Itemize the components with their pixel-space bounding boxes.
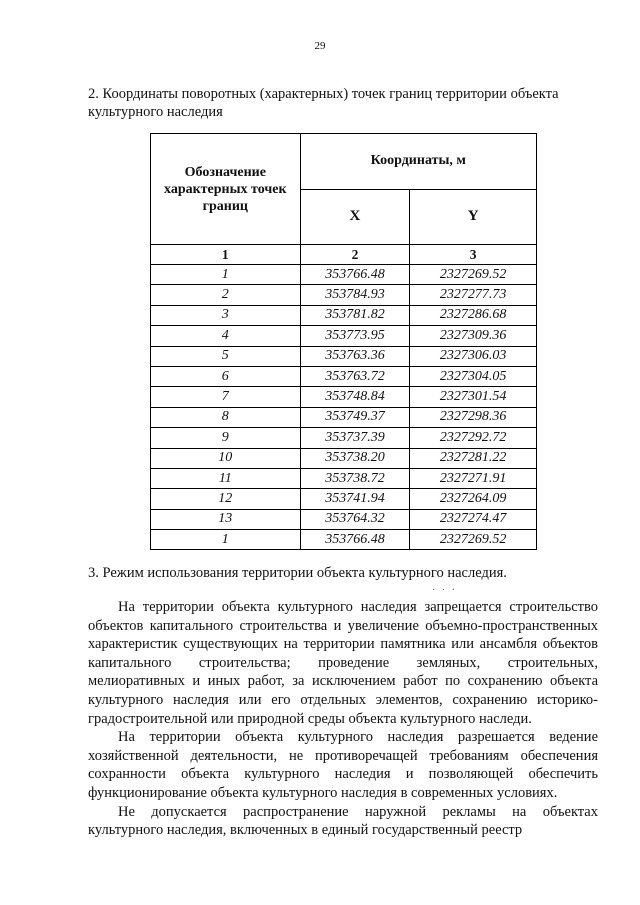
point-cell: 3	[151, 305, 301, 325]
header-point-designation: Обозначение характерных точек границ	[151, 134, 301, 245]
x-cell: 353763.36	[300, 346, 410, 366]
point-cell: 7	[151, 387, 301, 407]
x-cell: 353741.94	[300, 489, 410, 509]
x-cell: 353784.93	[300, 285, 410, 305]
y-cell: 2327306.03	[410, 346, 537, 366]
table-row	[151, 489, 537, 509]
y-cell: 2327271.91	[410, 468, 537, 488]
point-cell: 12	[151, 489, 301, 509]
point-cell: 6	[151, 366, 301, 386]
point-cell: 5	[151, 346, 301, 366]
y-cell: 2327286.68	[410, 305, 537, 325]
point-cell: 2	[151, 285, 301, 305]
y-cell: 2327269.52	[410, 265, 537, 285]
column-number: 3	[410, 245, 537, 265]
y-cell: 2327309.36	[410, 326, 537, 346]
table-row	[151, 428, 537, 448]
x-cell: 353737.39	[300, 428, 410, 448]
x-cell: 353773.95	[300, 326, 410, 346]
point-cell: 4	[151, 326, 301, 346]
header-x: X	[300, 189, 410, 245]
column-number: 1	[151, 245, 301, 265]
point-cell: 1	[151, 530, 301, 550]
y-cell: 2327281.22	[410, 448, 537, 468]
x-cell: 353766.48	[300, 265, 410, 285]
coordinates-table	[150, 133, 537, 550]
table-row	[151, 407, 537, 427]
x-cell: 353766.48	[300, 530, 410, 550]
scan-dots: · · ·	[432, 585, 457, 596]
x-cell: 353748.84	[300, 387, 410, 407]
y-cell: 2327269.52	[410, 530, 537, 550]
section-3-heading: 3. Режим использования территории объекта культурного наследия.	[88, 565, 507, 581]
paragraph: Не допускается распространение наружной рекламы на объектах культурного наследия, включенных в единый государственный реестр	[88, 803, 598, 839]
table-row	[151, 468, 537, 488]
table-row	[151, 387, 537, 407]
table-row	[151, 326, 537, 346]
y-cell: 2327292.72	[410, 428, 537, 448]
page-number: 29	[314, 40, 326, 52]
column-number: 2	[300, 245, 410, 265]
table-row	[151, 509, 537, 529]
y-cell: 2327304.05	[410, 366, 537, 386]
paragraph: На территории объекта культурного наследия разрешается ведение хозяйственной деятельности, не противоречащей требованиям обеспечения сохранности объекта культурного наследия и позволяющей обеспечить функционирование объекта культурного наследия в современных условиях.	[88, 729, 598, 801]
x-cell: 353764.32	[300, 509, 410, 529]
y-cell: 2327298.36	[410, 407, 537, 427]
table-row	[151, 285, 537, 305]
x-cell: 353738.72	[300, 468, 410, 488]
x-cell: 353781.82	[300, 305, 410, 325]
section-3-body	[88, 598, 598, 840]
point-cell: 9	[151, 428, 301, 448]
table-row	[151, 366, 537, 386]
y-cell: 2327277.73	[410, 285, 537, 305]
x-cell: 353738.20	[300, 448, 410, 468]
header-coordinates: Координаты, м	[300, 134, 536, 190]
y-cell: 2327301.54	[410, 387, 537, 407]
point-cell: 13	[151, 509, 301, 529]
point-cell: 11	[151, 468, 301, 488]
point-cell: 1	[151, 265, 301, 285]
table-row	[151, 448, 537, 468]
header-y: Y	[410, 189, 537, 245]
point-cell: 8	[151, 407, 301, 427]
point-cell: 10	[151, 448, 301, 468]
table-row	[151, 305, 537, 325]
y-cell: 2327274.47	[410, 509, 537, 529]
table-row	[151, 530, 537, 550]
table-row	[151, 265, 537, 285]
section-2-heading: 2. Координаты поворотных (характерных) точек границ территории объекта культурного наследия	[88, 86, 559, 120]
table-row	[151, 346, 537, 366]
paragraph: На территории объекта культурного наследия запрещается строительство объектов капитального строительства и увеличение объемно-пространственных характеристик существующих на территории памятника или ансамбля объектов капитального строительства; проведение земляных, строительных, мелиоративных и иных работ, за исключением работ по сохранению объекта культурного наследия или его отдельных элементов, сохранению историко-градостроительной или природной среды объекта культурного наследи.	[88, 599, 598, 727]
y-cell: 2327264.09	[410, 489, 537, 509]
x-cell: 353763.72	[300, 366, 410, 386]
x-cell: 353749.37	[300, 407, 410, 427]
